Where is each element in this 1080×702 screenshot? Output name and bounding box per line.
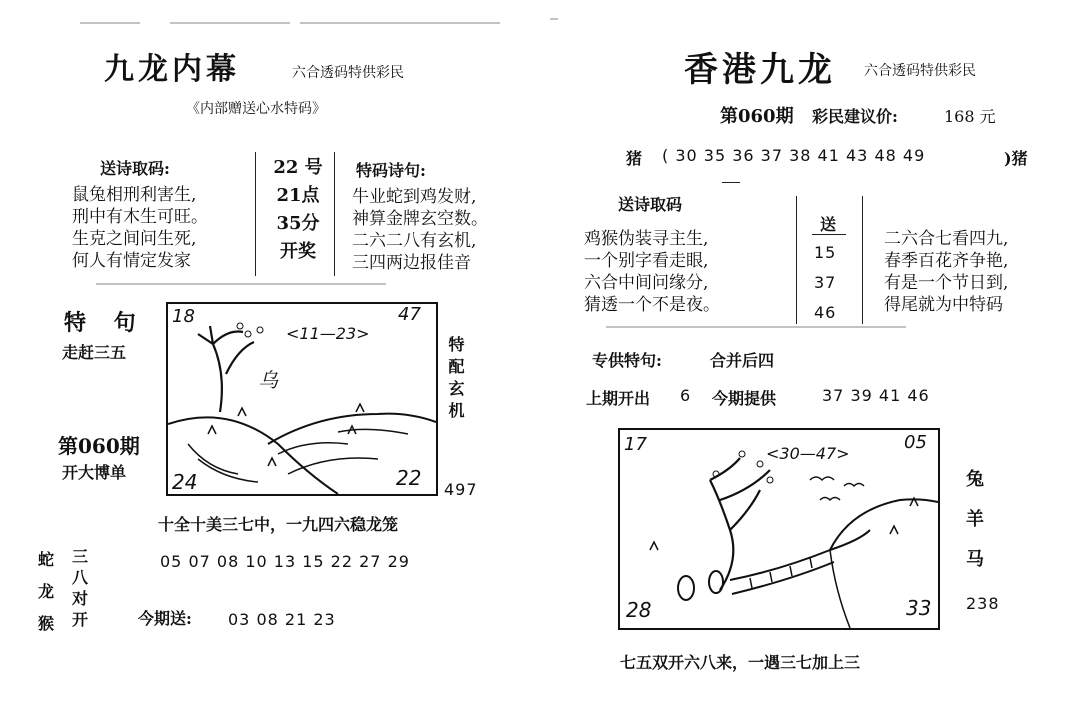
left-illustration xyxy=(166,302,438,496)
divider xyxy=(862,196,863,324)
draw-label: 开奖 xyxy=(280,241,316,262)
right-offer-label: 今期提供 xyxy=(712,389,777,408)
left-motto: 十全十美三七中，一九四六稳龙笼 xyxy=(158,515,399,534)
left-tagline: 六合透码特供彩民 xyxy=(292,65,404,81)
right-issue: 第060期 xyxy=(720,106,794,127)
poem-line: 生克之间问生死, xyxy=(72,229,197,249)
poem-line: 鸡猴伪装寻主生, xyxy=(584,229,709,249)
scan-noise xyxy=(80,22,140,24)
scan-noise xyxy=(606,326,906,328)
left-issue-note: 开大博单 xyxy=(62,463,127,482)
scan-noise xyxy=(170,22,290,24)
pic-top-right-number: 05 xyxy=(904,432,927,453)
left-draw-time xyxy=(268,154,328,266)
poem-line: 猜透一个不是夜。 xyxy=(584,295,720,315)
right-special-phrase: 合并后四 xyxy=(710,351,775,370)
verse-line: 牛业蛇到鸡发财, xyxy=(352,187,477,207)
right-price-label: 彩民建议价: xyxy=(812,107,898,126)
left-zodiac-column xyxy=(38,544,54,640)
zodiac-char: 龙 xyxy=(38,582,55,601)
row-numbers: ( 30 35 36 37 38 41 43 48 49 xyxy=(662,146,926,165)
verse-line: 神算金牌玄空数。 xyxy=(352,209,488,229)
right-footer: 七五双开六八来，一遇三七加上三 xyxy=(620,653,861,672)
verse-line: 三四两边报佳音 xyxy=(352,253,471,273)
scan-noise xyxy=(300,22,500,24)
divider xyxy=(334,152,335,276)
right-poem-label: 送诗取码 xyxy=(618,195,683,214)
right-send-numbers xyxy=(814,238,836,328)
verse-line: 得尾就为中特码 xyxy=(884,295,1003,315)
right-poem xyxy=(584,228,720,316)
side-zodiac: 羊 xyxy=(966,509,984,530)
left-today-numbers: 03 08 21 23 xyxy=(228,610,336,629)
pic-top-right-number: 47 xyxy=(398,304,421,325)
scan-noise xyxy=(96,283,386,285)
send-number: 46 xyxy=(814,303,837,322)
right-illustration xyxy=(618,428,940,630)
left-subtitle: 《内部赠送心水特码》 xyxy=(186,101,326,117)
pic-bottom-right-number: 22 xyxy=(396,466,422,490)
poem-line: 鼠兔相刑利害生, xyxy=(72,185,197,205)
pic-top-left-number: 17 xyxy=(624,434,647,455)
pair-char: 三 xyxy=(72,547,89,566)
divider xyxy=(722,182,740,183)
verse-line: 春季百花齐争艳, xyxy=(884,251,1009,271)
scan-noise xyxy=(550,18,558,20)
send-number: 15 xyxy=(814,243,837,262)
pic-bracket: <30—47> xyxy=(766,444,850,463)
right-last-value: 6 xyxy=(680,386,692,405)
side-zodiac: 马 xyxy=(966,549,984,570)
right-tagline: 六合透码特供彩民 xyxy=(864,63,976,79)
pair-char: 对 xyxy=(72,589,89,608)
zodiac-char: 猴 xyxy=(38,614,55,633)
right-offer-numbers: 37 39 41 46 xyxy=(822,386,930,405)
left-special-phrase: 走赶三五 xyxy=(62,343,127,362)
right-send-label: 送 xyxy=(820,215,837,234)
side-zodiac: 兔 xyxy=(966,469,984,490)
left-poem xyxy=(72,184,208,272)
left-special-label: 特 句 xyxy=(64,310,146,336)
divider xyxy=(796,196,797,324)
poem-line: 六合中间问缘分, xyxy=(584,273,709,293)
pair-char: 开 xyxy=(72,610,89,629)
right-last-label: 上期开出 xyxy=(586,389,651,408)
divider xyxy=(812,234,846,235)
left-pair-column xyxy=(72,546,88,630)
left-poem-label: 送诗取码: xyxy=(100,159,170,178)
left-side-number: 497 xyxy=(444,480,478,499)
pic-bottom-left-number: 24 xyxy=(172,470,198,494)
poem-line: 一个别字看走眼, xyxy=(584,251,709,271)
pic-top-left-number: 18 xyxy=(172,306,195,327)
pic-bottom-right-number: 33 xyxy=(906,596,932,620)
pair-char: 八 xyxy=(72,568,89,587)
pic-bird-char: 乌 xyxy=(258,368,278,392)
poem-line: 刑中有木生可旺。 xyxy=(72,207,208,227)
right-side-number: 238 xyxy=(966,594,1000,613)
pic-bottom-left-number: 28 xyxy=(626,598,652,622)
left-today-label: 今期送: xyxy=(138,609,192,628)
row-right-zodiac: )猪 xyxy=(1004,149,1028,168)
right-title: 香港九龙 xyxy=(684,50,836,90)
verse-line: 二六合七看四九, xyxy=(884,229,1009,249)
left-verse xyxy=(352,186,488,274)
zodiac-char: 蛇 xyxy=(38,550,55,569)
draw-minute: 35分 xyxy=(276,213,320,234)
draw-day: 22 号 xyxy=(273,157,323,178)
verse-line: 二六二八有玄机, xyxy=(352,231,477,251)
right-verse xyxy=(884,228,1008,316)
right-special-label: 专供特句: xyxy=(592,351,662,370)
verse-line: 有是一个节日到, xyxy=(884,273,1009,293)
send-number: 37 xyxy=(814,273,837,292)
pic-bracket: <11—23> xyxy=(286,324,370,343)
poem-line: 何人有情定发家 xyxy=(72,251,191,271)
divider xyxy=(255,152,256,276)
right-price: 168 元 xyxy=(944,107,996,126)
left-numbers: 05 07 08 10 13 15 22 27 29 xyxy=(160,552,410,571)
draw-hour: 21点 xyxy=(276,185,320,206)
row-left-zodiac: 猪 xyxy=(626,149,643,168)
left-issue: 第060期 xyxy=(58,434,140,458)
left-title: 九龙内幕 xyxy=(104,52,240,87)
left-side-vertical: 特配玄机 xyxy=(446,336,465,424)
left-verse-label: 特码诗句: xyxy=(356,161,426,180)
right-side-column xyxy=(966,460,984,580)
